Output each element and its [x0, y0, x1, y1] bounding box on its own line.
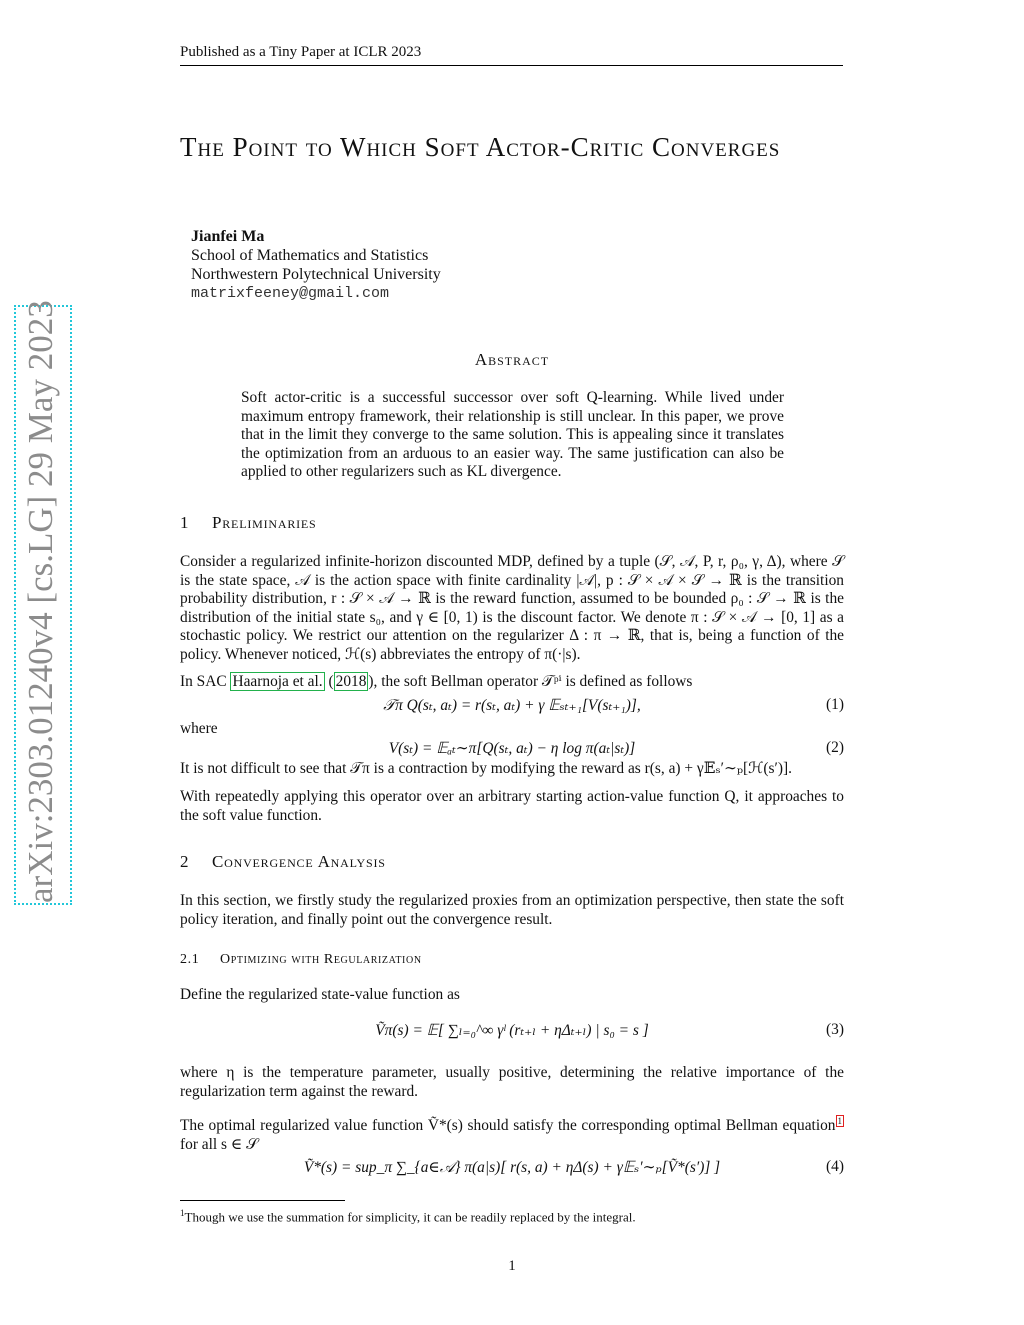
footnote-mark: 1	[180, 1208, 185, 1218]
running-header: Published as a Tiny Paper at ICLR 2023	[180, 44, 422, 60]
sec2-paragraph-2: Define the regularized state-value function as	[180, 986, 460, 1003]
equation-3	[180, 1021, 844, 1041]
citation-year-link[interactable]: 2018	[335, 673, 367, 690]
arxiv-stamp[interactable]: arXiv:2303.01240v4 [cs.LG] 29 May 2023	[14, 305, 72, 905]
equation-1-number: (1)	[826, 696, 844, 713]
author-email[interactable]: matrixfeeney@gmail.com	[191, 285, 390, 302]
equation-1	[180, 696, 844, 716]
subsection-2-1-number: 2.1	[180, 952, 200, 967]
sec2-p4-before: The optimal regularized value function Ṽ*(s) should satisfy the corresponding optimal Bellman equation	[180, 1117, 836, 1135]
sec2-paragraph-4	[180, 1112, 844, 1154]
author-name: Jianfei Ma	[191, 228, 265, 245]
subsection-2-1-heading	[180, 952, 422, 968]
equation-3-number: (3)	[826, 1021, 844, 1038]
footnote-text: Though we use the summation for simplicity, it can be readily replaced by the integral.	[184, 1209, 636, 1225]
sec2-p4-after: for all s ∈ 𝒮	[180, 1135, 259, 1153]
author-block	[191, 227, 441, 303]
header-rule	[180, 65, 843, 66]
section-1-title: Preliminaries	[212, 513, 317, 532]
section-2-title: Convergence Analysis	[212, 852, 386, 871]
citation-author-link[interactable]: Haarnoja et al.	[232, 673, 323, 690]
sec1-paragraph-1: Consider a regularized infinite-horizon discounted MDP, defined by a tuple (𝒮, 𝒜, P, r, ρ₀, γ, Δ), where 𝒮 is the state space, 𝒜 is the action space with finite cardinality |𝒜|, p : 𝒮 × 𝒜 × 𝒮 → ℝ is the transition probability distribution, r : 𝒮 × 𝒜 → ℝ is the reward function, assumed to be bounded ρ₀ : 𝒮 → ℝ is the distribution of the initial state s₀, and γ ∈ [0, 1) is the discount factor. We denote π : 𝒮 × 𝒜 → [0, 1] as a stochastic policy. We restrict our attention on the regularizer Δ : π → ℝ, that is, being a function of the policy. Whenever noticed, ℋ(s) abbreviates the entropy of π(·|s).	[180, 553, 844, 663]
section-2-number: 2	[180, 852, 190, 871]
sec1-paragraph-2: In SAC Haarnoja et al. ( 2018 ), the soft Bellman operator 𝒯ᵖⁱ is defined as follows	[180, 673, 693, 690]
page-number: 1	[508, 1258, 516, 1274]
footnote-reference-link[interactable]: 1	[837, 1116, 842, 1126]
sec1-paragraph-3: It is not difficult to see that 𝒯π is a contraction by modifying the reward as r(s, a) + γ𝔼ₛ′∼ₚ[ℋ(s′)].	[180, 760, 792, 777]
author-affiliation-2: Northwestern Polytechnical University	[191, 266, 441, 283]
footnote	[180, 1208, 844, 1225]
sec1-paragraph-4: With repeatedly applying this operator over an arbitrary starting action-value function Q, it approaches to the soft value function.	[180, 788, 844, 824]
subsection-2-1-title: Optimizing with Regularization	[220, 952, 422, 967]
sec2-paragraph-1: In this section, we firstly study the regularized proxies from an optimization perspective, then state the soft policy iteration, and finally point out the convergence result.	[180, 892, 844, 928]
author-affiliation-1: School of Mathematics and Statistics	[191, 247, 429, 264]
section-1-number: 1	[180, 513, 190, 532]
equation-3-body: Ṽπ(s) = 𝔼[ ∑ₗ₌₀^∞ γˡ (rₜ₊ₗ + ηΔₜ₊ₗ) | s₀ = s ]	[375, 1022, 649, 1039]
abstract-text: Soft actor-critic is a successful successor over soft Q-learning. While lived under maximum entropy framework, their relationship is still unclear. In this paper, we prove that in the limit they converge to the same solution. This is appealing since it translates the optimization from an arduous to an easier way. The same justification can also be applied to other regularizers such as KL divergence.	[241, 389, 784, 481]
sec1-p2-after: ), the soft Bellman operator 𝒯ᵖⁱ is defined as follows	[368, 673, 693, 690]
equation-2-body: V(sₜ) = 𝔼ₐₜ∼π[Q(sₜ, aₜ) − η log π(aₜ|sₜ)]	[388, 740, 636, 757]
where-label: where	[180, 720, 218, 737]
abstract-heading: Abstract	[474, 350, 550, 369]
equation-1-body: 𝒯π Q(sₜ, aₜ) = r(sₜ, aₜ) + γ 𝔼ₛₜ₊₁[V(sₜ₊₁)],	[383, 697, 641, 714]
equation-4	[180, 1158, 844, 1178]
equation-2-number: (2)	[826, 739, 844, 756]
footnote-rule	[180, 1200, 345, 1201]
sec2-paragraph-3: where η is the temperature parameter, usually positive, determining the relative importance of the regularization term against the reward.	[180, 1064, 844, 1100]
equation-4-number: (4)	[826, 1158, 844, 1175]
equation-4-body: Ṽ*(s) = sup_π ∑_{a∈𝒜} π(a|s)[ r(s, a) + ηΔ(s) + γ𝔼ₛ′∼ₚ[Ṽ*(s′)] ]	[303, 1159, 721, 1176]
equation-2	[180, 739, 844, 759]
section-1-heading	[180, 513, 317, 533]
section-2-heading	[180, 852, 386, 872]
sec1-p2-before: In SAC	[180, 673, 231, 690]
paper-title: The Point to Which Soft Actor-Critic Converges	[180, 132, 781, 162]
